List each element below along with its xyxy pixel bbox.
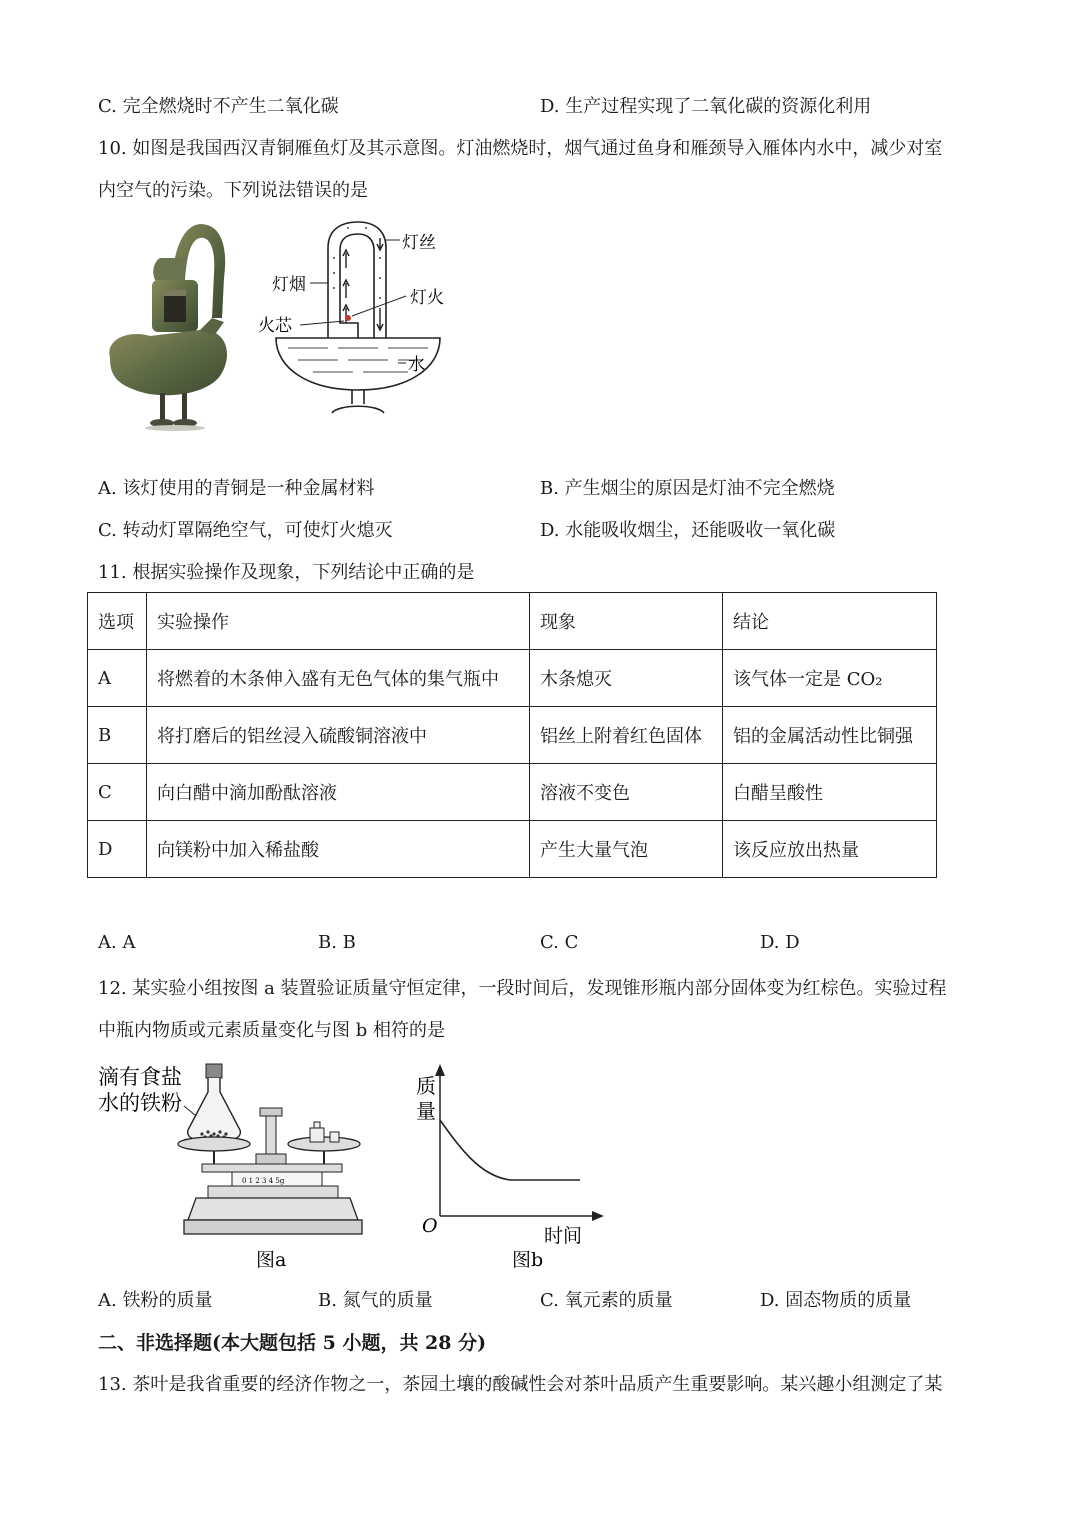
q10-stem-line1: 10. 如图是我国西汉青铜雁鱼灯及其示意图。灯油燃烧时，烟气通过鱼身和雁颈导入雁体内水中，减少对室: [98, 138, 943, 159]
q9-option-d: D. 生产过程实现了二氧化碳的资源化利用: [540, 96, 872, 117]
label-chimney: 灯烟: [272, 275, 306, 295]
table-cell: 白醋呈酸性: [723, 764, 937, 821]
table-cell: 该气体一定是 CO₂: [723, 650, 937, 707]
fig-a-caption: 图a: [256, 1249, 287, 1271]
fig-b-ylabel-2: 量: [416, 1099, 436, 1123]
table-row: [88, 707, 937, 764]
label-core: 火芯: [258, 316, 292, 336]
table-header-cell: 结论: [723, 593, 937, 650]
label-filament: 灯丝: [402, 233, 436, 253]
table-cell: 木条熄灭: [530, 650, 723, 707]
table-cell: C: [88, 764, 147, 821]
table-cell: 将燃着的木条伸入盛有无色气体的集气瓶中: [147, 650, 530, 707]
table-cell: 向镁粉中加入稀盐酸: [147, 821, 530, 878]
q12-stem-line2: 中瓶内物质或元素质量变化与图 b 相符的是: [98, 1020, 445, 1041]
q11-stem: 11. 根据实验操作及现象，下列结论中正确的是: [98, 562, 475, 583]
label-water: 水: [408, 355, 425, 375]
table-cell: 铝丝上附着红色固体: [530, 707, 723, 764]
q11-option-c: C. C: [540, 932, 579, 953]
figure-a-balance: [96, 1058, 386, 1273]
fig-b-xlabel: 时间: [544, 1225, 583, 1247]
table-cell: D: [88, 821, 147, 878]
q10-option-d: D. 水能吸收烟尘，还能吸收一氧化碳: [540, 520, 836, 541]
q11-option-a: A. A: [98, 932, 136, 953]
table-cell: B: [88, 707, 147, 764]
section-2-title: 二、非选择题(本大题包括 5 小题，共 28 分): [98, 1332, 487, 1354]
bronze-lamp-photo: [100, 218, 240, 433]
q10-stem-line2: 内空气的污染。下列说法错误的是: [98, 180, 368, 201]
table-cell: 溶液不变色: [530, 764, 723, 821]
table-cell: 产生大量气泡: [530, 821, 723, 878]
table-cell: 该反应放出热量: [723, 821, 937, 878]
q13-stem-line1: 13. 茶叶是我省重要的经济作物之一，茶园土壤的酸碱性会对茶叶品质产生重要影响。某兴趣小组测定了某: [98, 1374, 943, 1395]
table-header-cell: 实验操作: [147, 593, 530, 650]
table-row: [88, 650, 937, 707]
q10-option-b: B. 产生烟尘的原因是灯油不完全燃烧: [540, 478, 835, 499]
fig-a-label-line1: 滴有食盐: [98, 1065, 182, 1089]
q12-option-d: D. 固态物质的质量: [760, 1290, 912, 1311]
fig-a-scale: 0 1 2 3 4 5g: [242, 1177, 285, 1185]
table-cell: 将打磨后的铝丝浸入硫酸铜溶液中: [147, 707, 530, 764]
fig-b-origin: O: [422, 1215, 438, 1237]
q9-option-c: C. 完全燃烧时不产生二氧化碳: [98, 96, 339, 117]
table-cell: A: [88, 650, 147, 707]
q10-option-c: C. 转动灯罩隔绝空气，可使灯火熄灭: [98, 520, 393, 541]
q11-option-b: B. B: [318, 932, 356, 953]
fig-a-label-line2: 水的铁粉: [98, 1091, 182, 1115]
q10-option-a: A. 该灯使用的青铜是一种金属材料: [98, 478, 375, 499]
table-header-cell: 选项: [88, 593, 147, 650]
fig-b-ylabel-1: 质: [416, 1074, 436, 1098]
q11-option-d: D. D: [760, 932, 800, 953]
table-cell: 向白醋中滴加酚酞溶液: [147, 764, 530, 821]
label-flame: 灯火: [410, 288, 444, 308]
experiment-table: [87, 592, 937, 878]
q12-option-b: B. 氮气的质量: [318, 1290, 433, 1311]
table-header-cell: 现象: [530, 593, 723, 650]
q12-option-a: A. 铁粉的质量: [98, 1290, 213, 1311]
fig-b-caption: 图b: [512, 1249, 544, 1271]
table-row: [88, 821, 937, 878]
q12-option-c: C. 氧元素的质量: [540, 1290, 673, 1311]
table-cell: 铝的金属活动性比铜强: [723, 707, 937, 764]
figure-b-graph: [410, 1058, 610, 1273]
q12-stem-line1: 12. 某实验小组按图 a 装置验证质量守恒定律，一段时间后，发现锥形瓶内部分固体变为红棕色。实验过程: [98, 978, 947, 999]
table-header-row: [88, 593, 937, 650]
lamp-schematic: [248, 218, 468, 418]
table-row: [88, 764, 937, 821]
